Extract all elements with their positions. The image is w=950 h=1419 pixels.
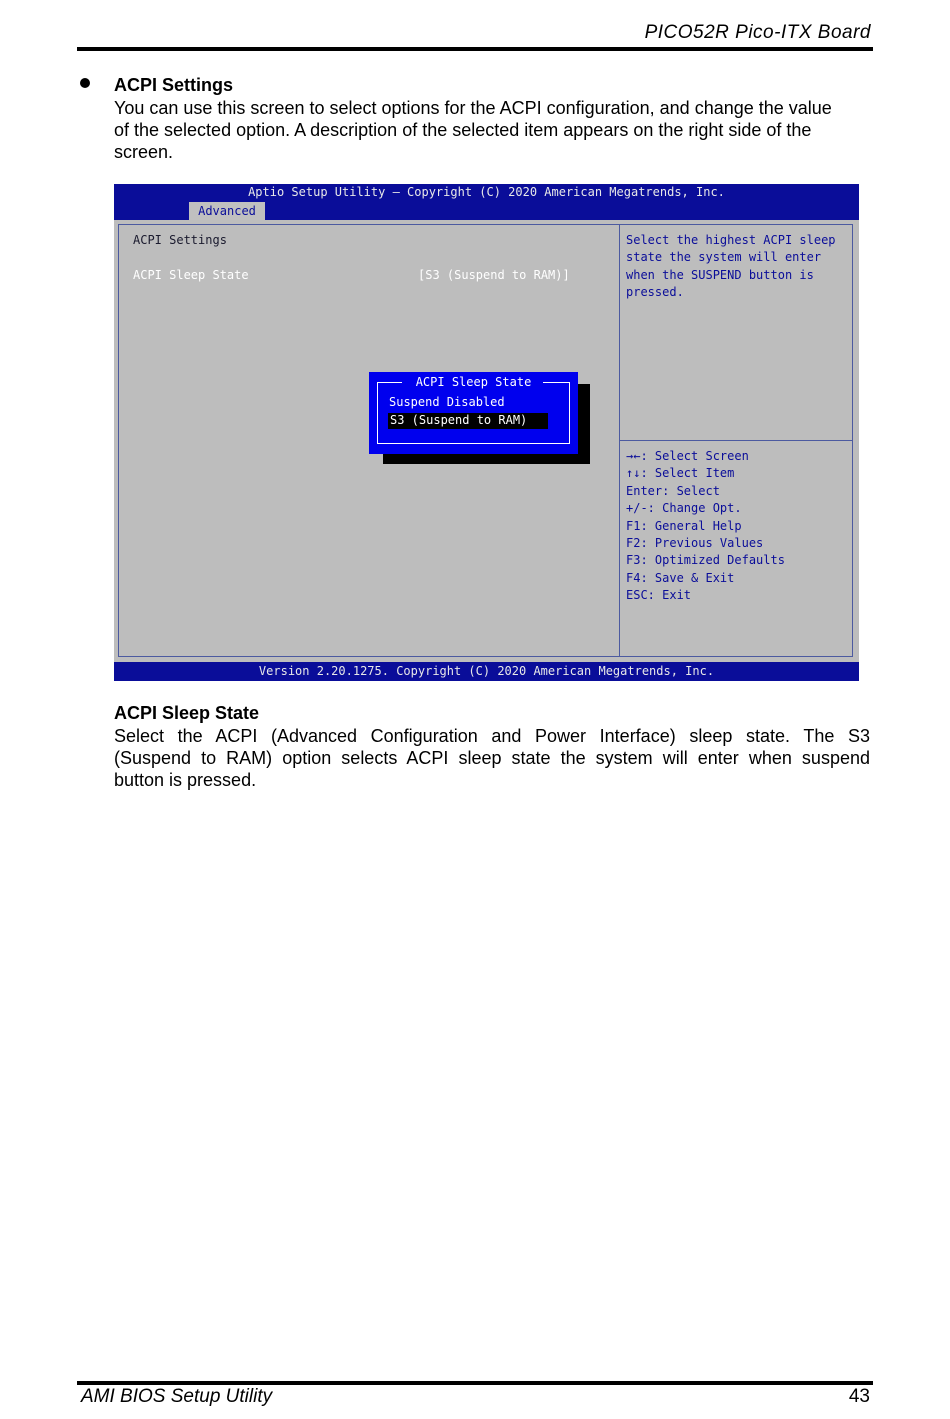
page-number: 43 bbox=[848, 1386, 870, 1407]
help-line: when the SUSPEND button is bbox=[626, 267, 814, 282]
description-line: button is pressed. bbox=[114, 770, 257, 790]
description-line: Select the ACPI (Advanced Configuration and Power Interface) sleep state. The S3 bbox=[114, 726, 870, 746]
help-line: pressed. bbox=[626, 285, 684, 300]
acpi-sleep-state-label[interactable]: ACPI Sleep State bbox=[133, 268, 249, 282]
section-heading: ACPI Settings bbox=[114, 75, 234, 95]
key-line: Enter: Select bbox=[626, 483, 720, 498]
bullet-icon bbox=[80, 78, 90, 88]
help-line: state the system will enter bbox=[626, 250, 822, 265]
footer-rule bbox=[77, 1381, 873, 1385]
key-line: F4: Save & Exit bbox=[626, 570, 735, 585]
header-rule bbox=[77, 47, 873, 51]
key-line: +/-: Change Opt. bbox=[626, 501, 742, 516]
bios-divider-horizontal bbox=[620, 440, 853, 441]
key-line: F1: General Help bbox=[626, 518, 742, 533]
bios-panel-heading: ACPI Settings bbox=[133, 233, 227, 247]
intro-line: of the selected option. A description of the selected item appears on the right side of the bbox=[114, 120, 812, 140]
page-header-title: PICO52R Pico-ITX Board bbox=[644, 22, 871, 43]
key-line: →←: Select Screen bbox=[626, 449, 749, 463]
popup-title: ACPI Sleep State bbox=[415, 375, 532, 389]
description-line: (Suspend to RAM) option selects ACPI sleep state the system will enter when suspend bbox=[114, 748, 870, 768]
key-line: F3: Optimized Defaults bbox=[626, 553, 785, 568]
intro-line: screen. bbox=[114, 142, 174, 162]
footer-title: AMI BIOS Setup Utility bbox=[81, 1386, 273, 1407]
popup-option-s3-selected[interactable]: S3 (Suspend to RAM) bbox=[388, 413, 548, 429]
popup-option-suspend-disabled[interactable]: Suspend Disabled bbox=[389, 395, 505, 409]
section-intro bbox=[114, 97, 870, 163]
description-text bbox=[114, 725, 870, 791]
bios-version-bar bbox=[114, 662, 859, 681]
bios-title: Aptio Setup Utility – Copyright (C) 2020 American Megatrends, Inc. bbox=[248, 185, 725, 199]
intro-line: You can use this screen to select options for the ACPI configuration, and change the value bbox=[114, 98, 832, 118]
bios-title-bar bbox=[114, 184, 859, 220]
key-line: ↑↓: Select Item bbox=[626, 466, 735, 481]
bios-screenshot bbox=[114, 184, 859, 681]
acpi-sleep-state-value[interactable]: [S3 (Suspend to RAM)] bbox=[418, 268, 570, 282]
bios-version: Version 2.20.1275. Copyright (C) 2020 American Megatrends, Inc. bbox=[258, 664, 715, 678]
acpi-sleep-state-popup bbox=[369, 372, 578, 454]
key-line: ESC: Exit bbox=[626, 588, 692, 603]
tab-advanced[interactable]: Advanced bbox=[189, 202, 265, 220]
help-line: Select the highest ACPI sleep bbox=[626, 233, 836, 247]
description-heading: ACPI Sleep State bbox=[114, 703, 260, 723]
key-line: F2: Previous Values bbox=[626, 536, 764, 550]
